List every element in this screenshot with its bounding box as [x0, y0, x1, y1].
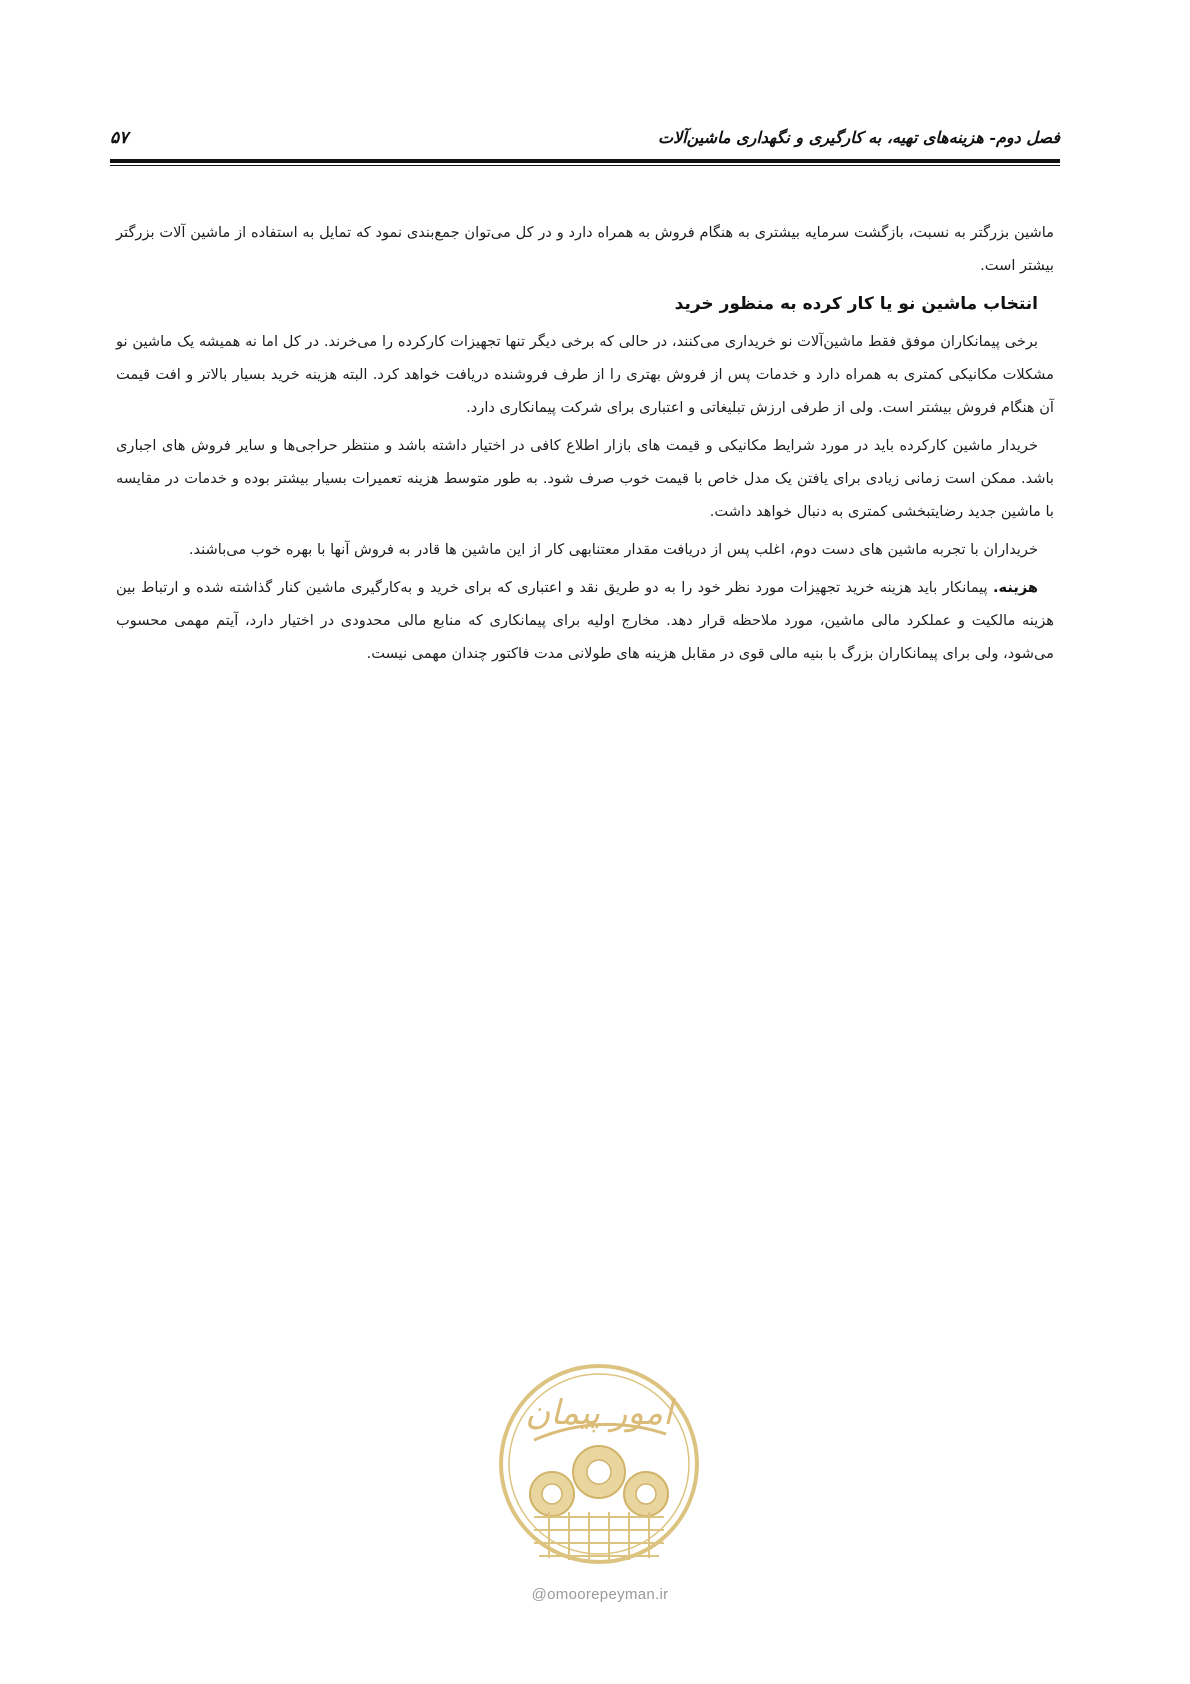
watermark-logo	[494, 1352, 704, 1582]
paragraph: برخی پیمانکاران موفق فقط ماشین‌آلات نو خریداری می‌کنند، در حالی که برخی دیگر تنها تجهیزات کارکرده را می‌خرند. در کل اما نه همیشه یک ماشین نو مشکلات مکانیکی کمتری به همراه دارد و خدمات پس از فروش بهتری را از طرف فروشنده دریافت خواهد کرد. البته هزینه خرید بسیار بالاتر و افت قیمت آن هنگام فروش بیشتر است. ولی از طرفی ارزش تبلیغاتی و اعتباری برای شرکت پیمانکاری دارد.	[116, 333, 1054, 416]
watermark-site: @omoorepeyman.ir	[531, 1586, 669, 1603]
term-cost: هزینه.	[992, 579, 1039, 596]
paragraph: خریدار ماشین کارکرده باید در مورد شرایط مکانیکی و قیمت های بازار اطلاع کافی در اختیار داشته باشد و منتظر حراجی‌ها و سایر فروش های اجباری باشد. ممکن است زمانی زیادی برای یافتن یک مدل خاص با قیمت خوب صرف شود. به طور متوسط هزینه تعمیرات بسیار بیشتر بوده و خدمات در مقایسه با ماشین جدید رضایتبخشی کمتری به دنبال خواهد داشت.	[116, 437, 1054, 520]
chapter-title: فصل دوم- هزینه‌های تهیه، به کارگیری و نگهداری ماشین‌آلات	[658, 128, 1060, 147]
page-header	[110, 128, 1060, 158]
paragraph-cost	[116, 571, 1054, 670]
paragraph: ماشین بزرگتر به نسبت، بازگشت سرمایه بیشتری به هنگام فروش به همراه دارد و در کل می‌توان جمع‌بندی نمود که تمایل به استفاده از ماشین آلات بزرگتر بیشتر است.	[116, 224, 1054, 274]
watermark-logo-text: امور پیمان	[525, 1393, 673, 1433]
header-rule-thin	[110, 165, 1060, 166]
paragraph: خریداران با تجربه ماشین های دست دوم، اغلب پس از دریافت مقدار معتنابهی کار از این ماشین ها قادر به فروش آنها با بهره خوب می‌باشند.	[188, 541, 1038, 558]
paragraph-cost-text: پیمانکار باید هزینه خرید تجهیزات مورد نظر خود را به دو طریق نقد و اعتباری که برای خرید و به‌کارگیری ماشین کنار گذاشته شده و ارتباط بین هزینه مالکیت و عملکرد مالی ماشین، مورد ملاحظه قرار دهد. مخارج اولیه برای پیمانکاری که منابع مالی محدودی در اختیار دارد، آیتم مهمی محسوب می‌شود، ولی برای پیمانکاران بزرگ با بنیه مالی قوی در مقابل هزینه های طولانی مدت فاکتور چندان مهمی نیست.	[116, 579, 1054, 662]
header-rule-thick	[110, 159, 1060, 163]
body-text	[116, 216, 1054, 675]
section-heading: انتخاب ماشین نو یا کار کرده به منظور خرید	[674, 294, 1038, 314]
page-number: ۵۷	[110, 128, 129, 148]
